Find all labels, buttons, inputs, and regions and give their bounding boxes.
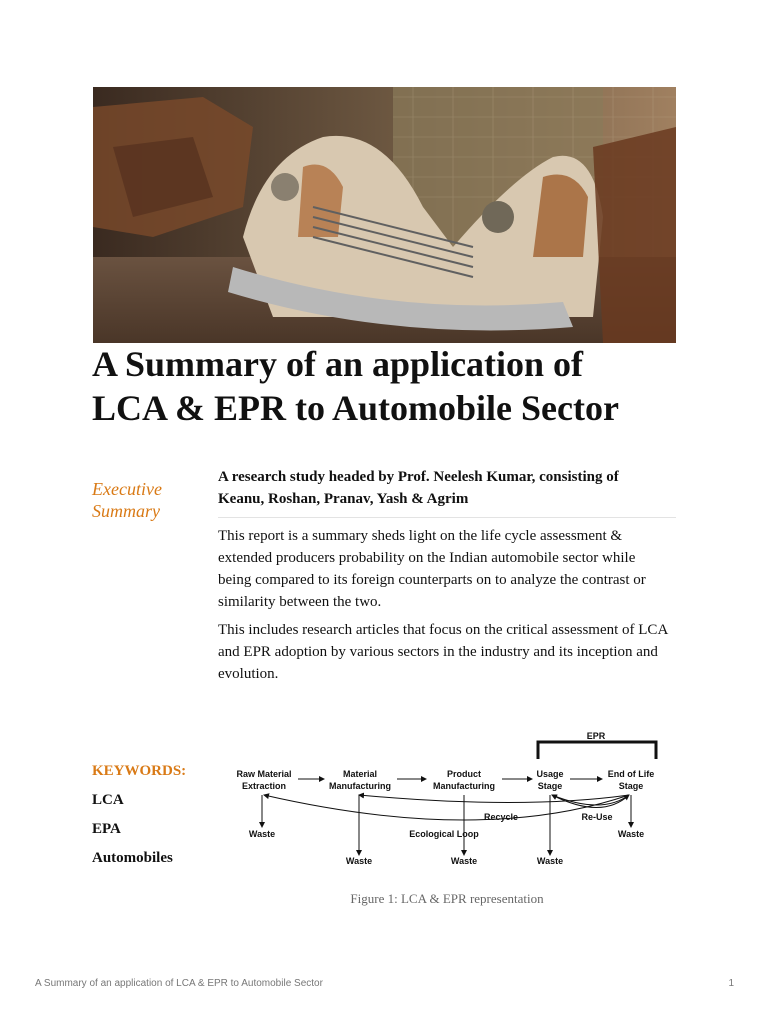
stage-label: Raw Material: [236, 769, 292, 779]
executive-summary-label-line-2: Summary: [92, 501, 160, 521]
stage-label: Usage: [536, 769, 564, 779]
lead-paragraph: A research study headed by Prof. Neelesh Kumar, consisting of Keanu, Roshan, Pranav, Yash & Agrim: [218, 469, 619, 507]
stage-label: Material: [342, 769, 378, 779]
waste-label: Waste: [617, 829, 645, 839]
stage-label: Manufacturing: [329, 781, 391, 791]
page-title-line-1: A Summary of an application of: [92, 344, 584, 384]
summary-paragraph-1: This report is a summary sheds light on the life cycle assessment & extended producers probability on the Indian automobile sector while being compared to its foreign counterparts on to analyze the contrast or similarity between the two.: [218, 528, 646, 610]
executive-summary-label-line-1: Executive: [92, 479, 162, 499]
executive-summary-label: [92, 478, 202, 522]
waste-label: Waste: [248, 829, 276, 839]
divider: [218, 517, 676, 518]
epr-bracket: [538, 742, 656, 759]
rusted-car-illustration: [93, 87, 676, 343]
ecological-loop-label: Ecological Loop: [409, 829, 479, 839]
stage-label: Stage: [618, 781, 644, 791]
epr-label: EPR: [586, 731, 606, 741]
keyword-item: Automobiles: [92, 850, 173, 866]
page-number: 1: [728, 978, 734, 989]
footer-title: A Summary of an application of LCA & EPR to Automobile Sector: [35, 978, 323, 989]
stage-label: Stage: [537, 781, 563, 791]
figure-caption: Figure 1: LCA & EPR representation: [350, 891, 544, 906]
reuse-label: Re-Use: [581, 812, 613, 822]
waste-label: Waste: [536, 856, 564, 866]
hero-image-rusted-car: [93, 87, 676, 343]
page-title-line-2: LCA & EPR to Automobile Sector: [92, 388, 619, 428]
waste-label: Waste: [450, 856, 478, 866]
stage-label: Extraction: [241, 781, 287, 791]
stage-label: End of Life: [607, 769, 655, 779]
waste-label: Waste: [345, 856, 373, 866]
keywords-heading: KEYWORDS:: [92, 763, 187, 779]
stage-label: Product: [446, 769, 482, 779]
summary-paragraph-2: This includes research articles that focus on the critical assessment of LCA and EPR adoption by various sectors in the industry and its inception and evolution.: [218, 622, 668, 682]
stage-label: Manufacturing: [433, 781, 495, 791]
keyword-item: LCA: [92, 792, 124, 808]
recycle-label: Recycle: [483, 812, 519, 822]
page-title: [92, 342, 692, 430]
keyword-item: EPA: [92, 821, 121, 837]
lca-epr-diagram: [222, 715, 676, 877]
